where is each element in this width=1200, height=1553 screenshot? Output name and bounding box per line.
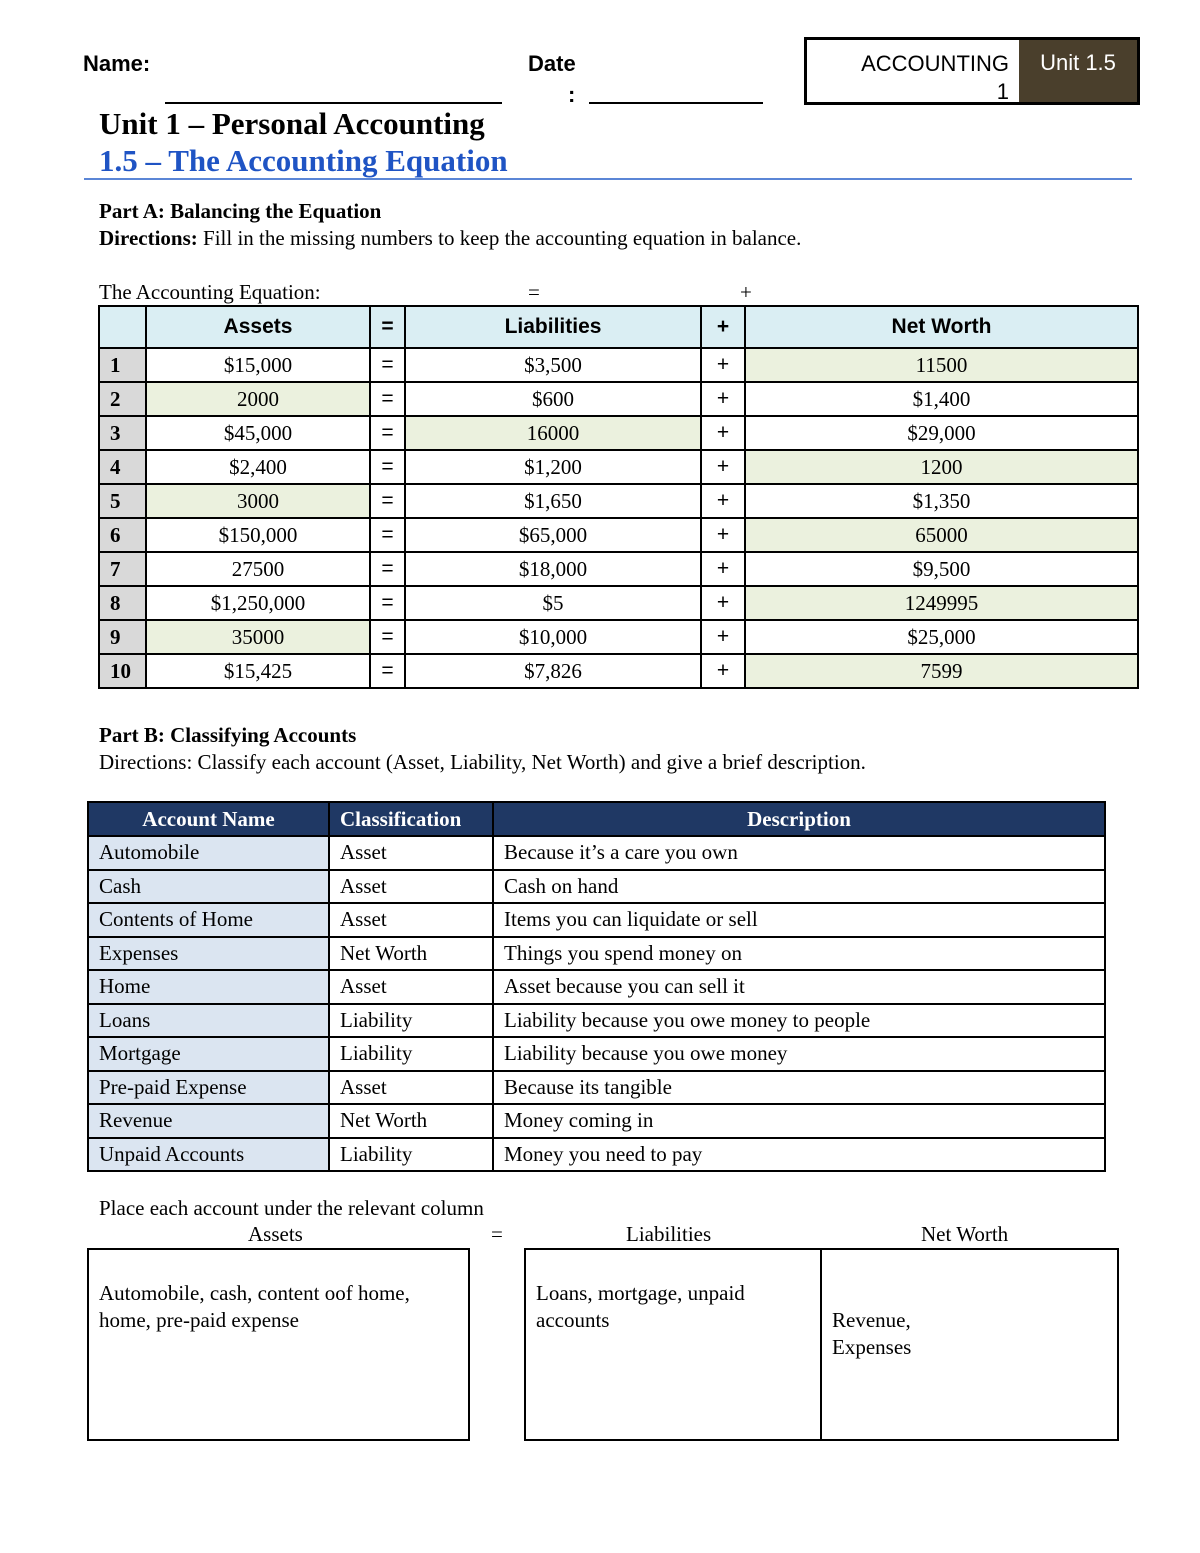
course-name-line1: ACCOUNTING bbox=[861, 51, 1009, 76]
account-name-cell: Home bbox=[88, 970, 329, 1004]
equation-table-body bbox=[99, 348, 1138, 688]
row-number: 7 bbox=[99, 552, 146, 586]
plus-cell: + bbox=[701, 654, 745, 688]
equation-equals-sign: = bbox=[528, 280, 540, 304]
net-worth-cell: $1,400 bbox=[745, 382, 1138, 416]
equation-row bbox=[99, 654, 1138, 688]
course-name-line2: 1 bbox=[996, 79, 1009, 104]
classification-row bbox=[88, 1104, 1105, 1138]
equation-row bbox=[99, 552, 1138, 586]
net-worth-cell: $9,500 bbox=[745, 552, 1138, 586]
description-cell[interactable]: Asset because you can sell it bbox=[493, 970, 1105, 1004]
classification-cell[interactable]: Asset bbox=[329, 870, 493, 904]
placement-instruction: Place each account under the relevant column bbox=[99, 1196, 484, 1220]
row-number: 10 bbox=[99, 654, 146, 688]
description-cell[interactable]: Money you need to pay bbox=[493, 1138, 1105, 1172]
date-colon: : bbox=[568, 82, 576, 107]
net-worth-answer-line2: Expenses bbox=[832, 1335, 912, 1359]
row-number: 6 bbox=[99, 518, 146, 552]
classification-row bbox=[88, 903, 1105, 937]
header-classification: Classification bbox=[329, 802, 493, 836]
assets-cell[interactable]: 2000 bbox=[146, 382, 370, 416]
equation-row bbox=[99, 450, 1138, 484]
assets-cell[interactable]: 3000 bbox=[146, 484, 370, 518]
title-divider bbox=[84, 178, 1132, 180]
classification-row bbox=[88, 836, 1105, 870]
unit-badge: Unit 1.5 bbox=[1019, 40, 1137, 102]
assets-cell: 27500 bbox=[146, 552, 370, 586]
part-b-intro bbox=[99, 722, 866, 776]
net-worth-cell[interactable]: 7599 bbox=[745, 654, 1138, 688]
classification-cell[interactable]: Asset bbox=[329, 1071, 493, 1105]
classification-table-body bbox=[88, 836, 1105, 1171]
account-name-cell: Cash bbox=[88, 870, 329, 904]
assets-cell: $1,250,000 bbox=[146, 586, 370, 620]
header-cell-net-worth: Net Worth bbox=[745, 306, 1138, 348]
net-worth-cell[interactable]: 1200 bbox=[745, 450, 1138, 484]
account-name-cell: Unpaid Accounts bbox=[88, 1138, 329, 1172]
assets-cell: $45,000 bbox=[146, 416, 370, 450]
description-cell[interactable]: Items you can liquidate or sell bbox=[493, 903, 1105, 937]
equation-row bbox=[99, 518, 1138, 552]
plus-cell: + bbox=[701, 484, 745, 518]
row-number: 4 bbox=[99, 450, 146, 484]
classification-cell[interactable]: Net Worth bbox=[329, 1104, 493, 1138]
liabilities-cell: $7,826 bbox=[405, 654, 701, 688]
assets-cell: $15,000 bbox=[146, 348, 370, 382]
description-cell[interactable]: Liability because you owe money to people bbox=[493, 1004, 1105, 1038]
classification-row bbox=[88, 937, 1105, 971]
classification-cell[interactable]: Asset bbox=[329, 903, 493, 937]
row-number: 3 bbox=[99, 416, 146, 450]
course-box bbox=[804, 37, 1140, 105]
header-cell-plus: + bbox=[701, 306, 745, 348]
equation-row bbox=[99, 484, 1138, 518]
description-cell[interactable]: Because its tangible bbox=[493, 1071, 1105, 1105]
classification-cell[interactable]: Asset bbox=[329, 836, 493, 870]
date-label: Date bbox=[528, 51, 576, 76]
assets-cell: $2,400 bbox=[146, 450, 370, 484]
equals-cell: = bbox=[370, 348, 405, 382]
liabilities-cell: $600 bbox=[405, 382, 701, 416]
equals-cell: = bbox=[370, 382, 405, 416]
equals-cell: = bbox=[370, 416, 405, 450]
description-cell[interactable]: Because it’s a care you own bbox=[493, 836, 1105, 870]
classification-row bbox=[88, 1138, 1105, 1172]
part-a-directions bbox=[99, 225, 801, 252]
liabilities-cell: $3,500 bbox=[405, 348, 701, 382]
classification-cell[interactable]: Net Worth bbox=[329, 937, 493, 971]
classification-row bbox=[88, 970, 1105, 1004]
assets-answer-box[interactable] bbox=[87, 1248, 470, 1441]
header-description: Description bbox=[493, 802, 1105, 836]
liabilities-cell[interactable]: 16000 bbox=[405, 416, 701, 450]
row-number: 5 bbox=[99, 484, 146, 518]
liabilities-cell: $5 bbox=[405, 586, 701, 620]
header-cell-liabilities: Liabilities bbox=[405, 306, 701, 348]
column-label-assets: Assets bbox=[248, 1222, 303, 1246]
liabilities-answer-box[interactable] bbox=[524, 1248, 822, 1441]
directions-label: Directions: bbox=[99, 226, 198, 250]
row-number: 8 bbox=[99, 586, 146, 620]
account-name-cell: Pre-paid Expense bbox=[88, 1071, 329, 1105]
liabilities-answer-text: Loans, mortgage, unpaid accounts bbox=[536, 1281, 745, 1332]
name-field-line[interactable] bbox=[165, 102, 502, 104]
net-worth-cell[interactable]: 11500 bbox=[745, 348, 1138, 382]
plus-cell: + bbox=[701, 450, 745, 484]
row-number: 2 bbox=[99, 382, 146, 416]
account-name-cell: Expenses bbox=[88, 937, 329, 971]
description-cell[interactable]: Liability because you owe money bbox=[493, 1037, 1105, 1071]
net-worth-answer-box[interactable] bbox=[820, 1248, 1119, 1441]
column-label-equals: = bbox=[491, 1222, 503, 1246]
equals-cell: = bbox=[370, 518, 405, 552]
equation-row bbox=[99, 382, 1138, 416]
liabilities-cell: $1,650 bbox=[405, 484, 701, 518]
name-label: Name: bbox=[83, 51, 151, 76]
equation-table bbox=[98, 305, 1139, 689]
liabilities-cell: $1,200 bbox=[405, 450, 701, 484]
header-account-name: Account Name bbox=[88, 802, 329, 836]
net-worth-answer-line1: Revenue, bbox=[832, 1308, 911, 1332]
liabilities-cell: $65,000 bbox=[405, 518, 701, 552]
directions-text: Fill in the missing numbers to keep the accounting equation in balance. bbox=[203, 226, 802, 250]
column-label-liabilities: Liabilities bbox=[626, 1222, 712, 1246]
plus-cell: + bbox=[701, 620, 745, 654]
equation-row bbox=[99, 348, 1138, 382]
equation-row bbox=[99, 620, 1138, 654]
header-cell-assets: Assets bbox=[146, 306, 370, 348]
equation-row bbox=[99, 416, 1138, 450]
equals-cell: = bbox=[370, 620, 405, 654]
equation-plus-sign: + bbox=[740, 280, 752, 304]
assets-cell[interactable]: 35000 bbox=[146, 620, 370, 654]
description-cell[interactable]: Things you spend money on bbox=[493, 937, 1105, 971]
equation-label: The Accounting Equation: bbox=[99, 280, 321, 304]
plus-cell: + bbox=[701, 348, 745, 382]
equation-row bbox=[99, 586, 1138, 620]
account-name-cell: Contents of Home bbox=[88, 903, 329, 937]
classification-cell[interactable]: Liability bbox=[329, 1138, 493, 1172]
account-name-cell: Mortgage bbox=[88, 1037, 329, 1071]
assets-cell: $150,000 bbox=[146, 518, 370, 552]
net-worth-cell[interactable]: 65000 bbox=[745, 518, 1138, 552]
classification-row bbox=[88, 870, 1105, 904]
liabilities-cell: $18,000 bbox=[405, 552, 701, 586]
equals-cell: = bbox=[370, 450, 405, 484]
net-worth-cell: $1,350 bbox=[745, 484, 1138, 518]
net-worth-cell: $29,000 bbox=[745, 416, 1138, 450]
classification-row bbox=[88, 1071, 1105, 1105]
unit-title: Unit 1 – Personal Accounting bbox=[99, 106, 485, 141]
part-a-heading: Part A: Balancing the Equation bbox=[99, 199, 382, 223]
liabilities-cell: $10,000 bbox=[405, 620, 701, 654]
row-number: 1 bbox=[99, 348, 146, 382]
description-cell[interactable]: Cash on hand bbox=[493, 870, 1105, 904]
plus-cell: + bbox=[701, 382, 745, 416]
classification-table bbox=[87, 801, 1106, 1172]
assets-cell: $15,425 bbox=[146, 654, 370, 688]
row-number: 9 bbox=[99, 620, 146, 654]
classification-row bbox=[88, 1037, 1105, 1071]
classification-cell[interactable]: Asset bbox=[329, 970, 493, 1004]
description-cell[interactable]: Money coming in bbox=[493, 1104, 1105, 1138]
classification-cell[interactable]: Liability bbox=[329, 1004, 493, 1038]
header-cell-number bbox=[99, 306, 146, 348]
equals-cell: = bbox=[370, 484, 405, 518]
classification-cell[interactable]: Liability bbox=[329, 1037, 493, 1071]
net-worth-cell[interactable]: 1249995 bbox=[745, 586, 1138, 620]
plus-cell: + bbox=[701, 586, 745, 620]
part-a-intro bbox=[99, 198, 801, 252]
equals-cell: = bbox=[370, 586, 405, 620]
account-name-cell: Loans bbox=[88, 1004, 329, 1038]
classification-row bbox=[88, 1004, 1105, 1038]
equals-cell: = bbox=[370, 552, 405, 586]
assets-answer-text: Automobile, cash, content oof home, home, pre-paid expense bbox=[99, 1281, 410, 1332]
plus-cell: + bbox=[701, 416, 745, 450]
column-label-net-worth: Net Worth bbox=[921, 1222, 1009, 1246]
date-field-line[interactable] bbox=[589, 102, 763, 104]
plus-cell: + bbox=[701, 552, 745, 586]
equals-cell: = bbox=[370, 654, 405, 688]
net-worth-cell: $25,000 bbox=[745, 620, 1138, 654]
course-name bbox=[807, 40, 1019, 102]
account-name-cell: Automobile bbox=[88, 836, 329, 870]
part-b-heading: Part B: Classifying Accounts bbox=[99, 723, 357, 747]
account-name-cell: Revenue bbox=[88, 1104, 329, 1138]
part-b-directions: Directions: Classify each account (Asset, Liability, Net Worth) and give a brief description. bbox=[99, 750, 866, 774]
plus-cell: + bbox=[701, 518, 745, 552]
lesson-title: 1.5 – The Accounting Equation bbox=[99, 143, 508, 178]
header-cell-equals: = bbox=[370, 306, 405, 348]
